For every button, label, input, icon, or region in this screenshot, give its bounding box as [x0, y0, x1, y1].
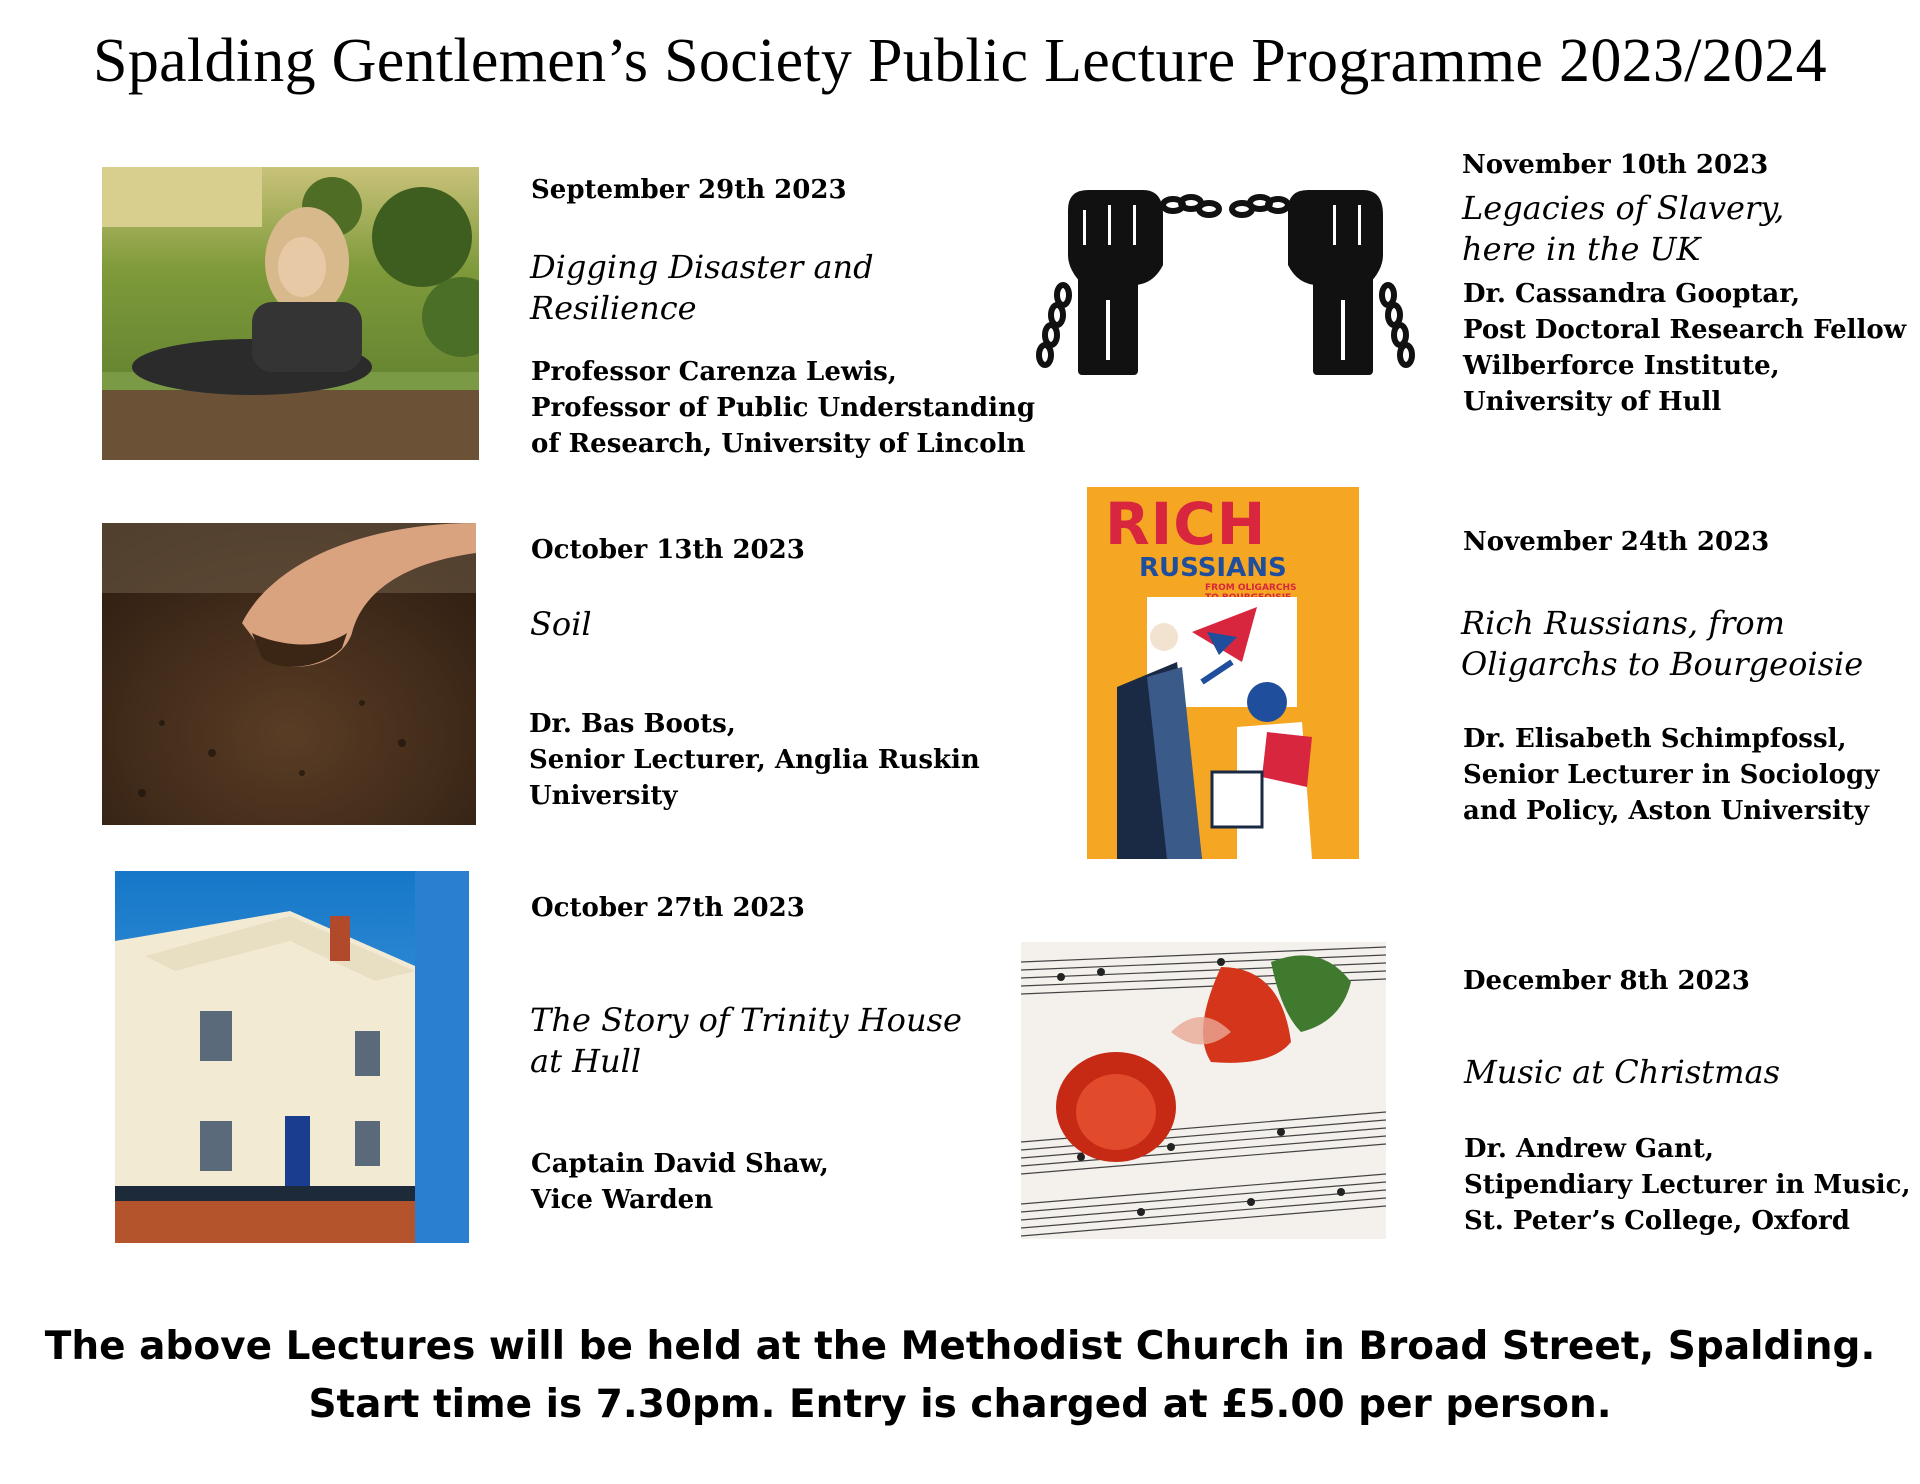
lecture-1-speaker: Professor of Public Understanding — [531, 393, 1036, 423]
lecture-6-speaker: Stipendiary Lecturer in Music, — [1464, 1170, 1911, 1200]
lecture-1-speaker: Professor Carenza Lewis, — [531, 357, 897, 387]
lecture-1-date: September 29th 2023 — [531, 175, 847, 205]
book-title-rich: RICH — [1105, 490, 1267, 558]
lecture-4-date: November 10th 2023 — [1462, 150, 1769, 180]
lecture-6-speaker: St. Peter’s College, Oxford — [1464, 1206, 1850, 1236]
lecture-6-photo — [1021, 942, 1386, 1239]
lecture-5-date: November 24th 2023 — [1463, 527, 1770, 557]
lecture-5-title: Oligarchs to Bourgeoisie — [1461, 645, 1864, 683]
lecture-4-speaker: Wilberforce Institute, — [1463, 351, 1780, 381]
lecture-5-speaker: Senior Lecturer in Sociology — [1463, 760, 1880, 790]
book-subtitle: FROM OLIGARCHS — [1205, 583, 1297, 593]
broken-chains-fists-icon — [1033, 175, 1418, 375]
lecture-2-speaker: Dr. Bas Boots, — [529, 709, 736, 739]
lecture-5-book-cover — [1087, 487, 1359, 859]
lecture-6-speaker: Dr. Andrew Gant, — [1464, 1134, 1714, 1164]
lecture-1-speaker: of Research, University of Lincoln — [531, 429, 1026, 459]
lecture-2-speaker: University — [529, 781, 678, 811]
lecture-2-title: Soil — [530, 605, 592, 643]
lecture-3-date: October 27th 2023 — [531, 893, 805, 923]
lecture-4-speaker: Post Doctoral Research Fellow — [1463, 315, 1907, 345]
lecture-5-title: Rich Russians, from — [1461, 604, 1786, 642]
book-title-russians: RUSSIANS — [1139, 553, 1287, 583]
lecture-6-title: Music at Christmas — [1464, 1053, 1780, 1091]
lecture-1-photo — [102, 167, 479, 460]
lecture-1-title: Resilience — [530, 289, 697, 327]
lecture-2-photo — [102, 523, 476, 825]
lecture-4-speaker: Dr. Cassandra Gooptar, — [1463, 279, 1801, 309]
lecture-3-speaker: Captain David Shaw, — [531, 1149, 829, 1179]
lecture-5-speaker: and Policy, Aston University — [1463, 796, 1870, 826]
lecture-2-speaker: Senior Lecturer, Anglia Ruskin — [529, 745, 980, 775]
lecture-6-date: December 8th 2023 — [1463, 966, 1750, 996]
book-illustration — [1087, 487, 1359, 859]
lecture-3-title: at Hull — [530, 1042, 642, 1080]
lecture-4-speaker: University of Hull — [1463, 387, 1722, 417]
time-and-price-notice: Start time is 7.30pm. Entry is charged at £5.00 per person. — [308, 1382, 1612, 1427]
lecture-2-date: October 13th 2023 — [531, 535, 805, 565]
lecture-3-speaker: Vice Warden — [531, 1185, 714, 1215]
venue-notice: The above Lectures will be held at the Methodist Church in Broad Street, Spalding. — [44, 1324, 1876, 1369]
lecture-4-title: Legacies of Slavery, — [1462, 189, 1785, 227]
lecture-3-title: The Story of Trinity House — [530, 1001, 962, 1039]
page-title: Spalding Gentlemen’s Society Public Lecture Programme 2023/2024 — [93, 27, 1827, 95]
lecture-3-photo — [115, 871, 469, 1243]
lecture-1-title: Digging Disaster and — [530, 248, 874, 286]
lecture-4-title: here in the UK — [1462, 230, 1701, 268]
lecture-5-speaker: Dr. Elisabeth Schimpfossl, — [1463, 724, 1847, 754]
